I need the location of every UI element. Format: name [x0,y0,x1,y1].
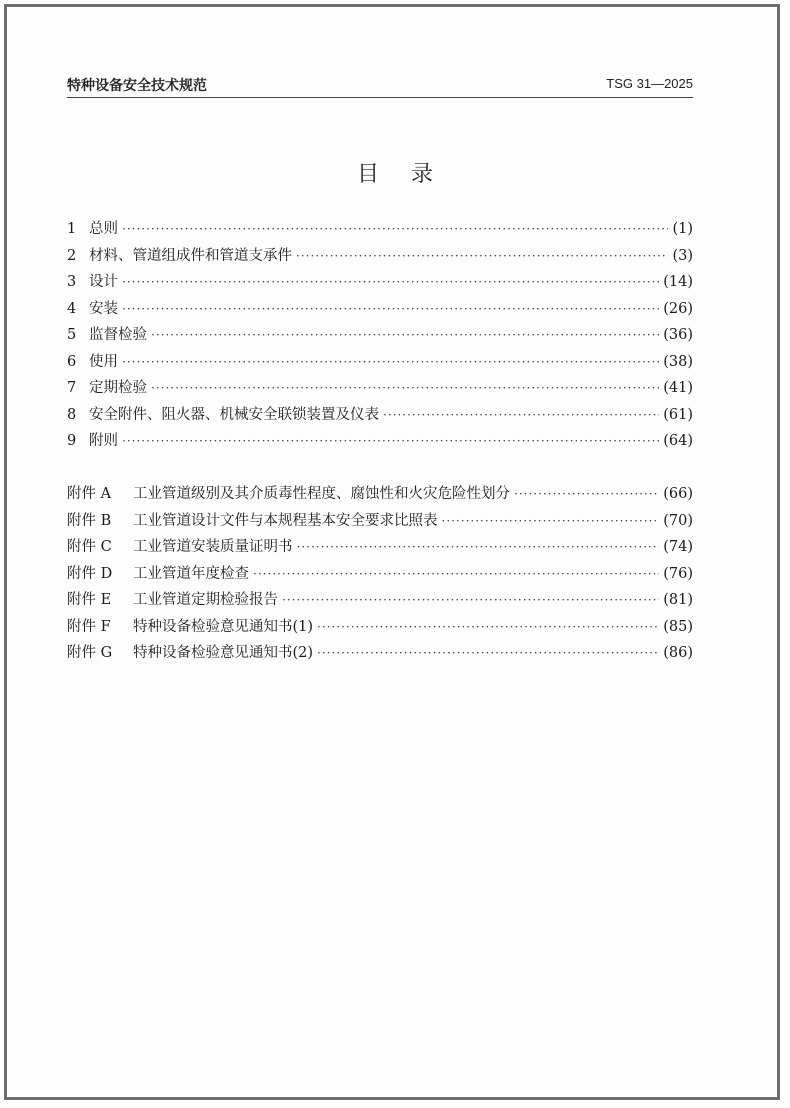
toc-annex-entry[interactable] [67,481,693,508]
entry-title: 安装 [89,300,118,317]
entry-page-number: (81) [663,592,693,608]
entry-page-number: (66) [663,486,693,502]
entry-page-number: (36) [663,327,693,343]
entry-title: 定期检验 [89,380,147,396]
toc-chapter-entry[interactable] [67,428,693,455]
toc-chapter-entry[interactable] [67,322,693,349]
entry-title: 使用 [89,353,118,370]
header-series-title: 特种设备安全技术规范 [67,78,207,94]
entry-page-number: (86) [663,645,693,661]
toc-chapter-list [67,216,693,455]
dot-leader [442,508,660,535]
toc-annex-entry[interactable] [67,587,693,614]
entry-page-number: (41) [663,380,693,396]
toc-annex-entry[interactable] [67,561,693,588]
dot-leader [514,481,659,508]
entry-page-number: (61) [663,406,693,423]
toc-annex-entry[interactable] [67,534,693,561]
toc-annex-list [67,481,693,667]
annex-code: 附件 B [67,512,112,529]
entry-page-number: (64) [663,433,693,449]
page-header [67,73,693,98]
entry-title: 工业管道安装质量证明书 [133,539,293,555]
entry-title: 特种设备检验意见通知书(1) [133,618,314,635]
toc-chapter-entry[interactable] [67,296,693,323]
annex-code: 附件 F [67,618,111,635]
entry-title: 工业管道设计文件与本规程基本安全要求比照表 [133,512,438,529]
chapter-number: 2 [67,247,77,264]
annex-code: 附件 G [67,645,113,661]
entry-title: 监督检验 [89,327,147,343]
toc-chapter-entry[interactable] [67,216,693,243]
entry-title: 安全附件、阻火器、机械安全联锁装置及仪表 [89,406,379,423]
chapter-number: 6 [67,353,77,370]
toc-annex-entry[interactable] [67,614,693,641]
entry-title: 设计 [89,274,118,290]
dot-leader [383,402,659,429]
entry-page-number: (74) [663,539,693,555]
dot-leader [296,243,668,270]
toc-chapter-entry[interactable] [67,402,693,429]
dot-leader [122,349,659,376]
header-doc-code: TSG 31—2025 [606,76,693,91]
chapter-number: 8 [67,406,77,423]
annex-code: 附件 D [67,565,113,582]
dot-leader [151,375,659,402]
entry-page-number: (14) [663,274,693,290]
chapter-number: 7 [67,380,77,396]
annex-code: 附件 E [67,592,112,608]
entry-page-number: (76) [663,565,693,582]
dot-leader [253,561,659,588]
toc-chapter-entry[interactable] [67,243,693,270]
entry-page-number: (26) [663,300,693,317]
annex-code: 附件 A [67,486,112,502]
toc-chapter-entry[interactable] [67,269,693,296]
toc-annex-entry[interactable] [67,640,693,667]
entry-title: 总则 [89,221,118,237]
toc-chapter-entry[interactable] [67,349,693,376]
toc-title: 目录 [356,162,465,187]
dot-leader [122,269,659,296]
dot-leader [297,534,660,561]
dot-leader [317,614,659,641]
toc-chapter-entry[interactable] [67,375,693,402]
entry-page-number: (38) [663,353,693,370]
dot-leader [122,216,668,243]
entry-title: 特种设备检验意见通知书(2) [133,645,314,661]
chapter-number: 3 [67,274,77,290]
dot-leader [317,640,659,667]
document-page [4,4,780,1100]
entry-title: 工业管道年度检查 [133,565,249,582]
dot-leader [151,322,659,349]
chapter-number: 5 [67,327,77,343]
annex-code: 附件 C [67,539,112,555]
dot-leader [122,296,659,323]
chapter-number: 9 [67,433,77,449]
entry-title: 材料、管道组成件和管道支承件 [89,247,292,264]
chapter-number: 4 [67,300,77,317]
entry-title: 工业管道级别及其介质毒性程度、腐蚀性和火灾危险性划分 [133,486,510,502]
entry-title: 工业管道定期检验报告 [133,592,278,608]
dot-leader [282,587,659,614]
dot-leader [122,428,659,455]
entry-page-number: (70) [663,512,693,529]
chapter-number: 1 [67,221,77,237]
entry-title: 附则 [89,433,118,449]
toc-annex-entry[interactable] [67,508,693,535]
entry-page-number: (85) [663,618,693,635]
entry-page-number: (3) [672,247,693,264]
entry-page-number: (1) [672,221,693,237]
